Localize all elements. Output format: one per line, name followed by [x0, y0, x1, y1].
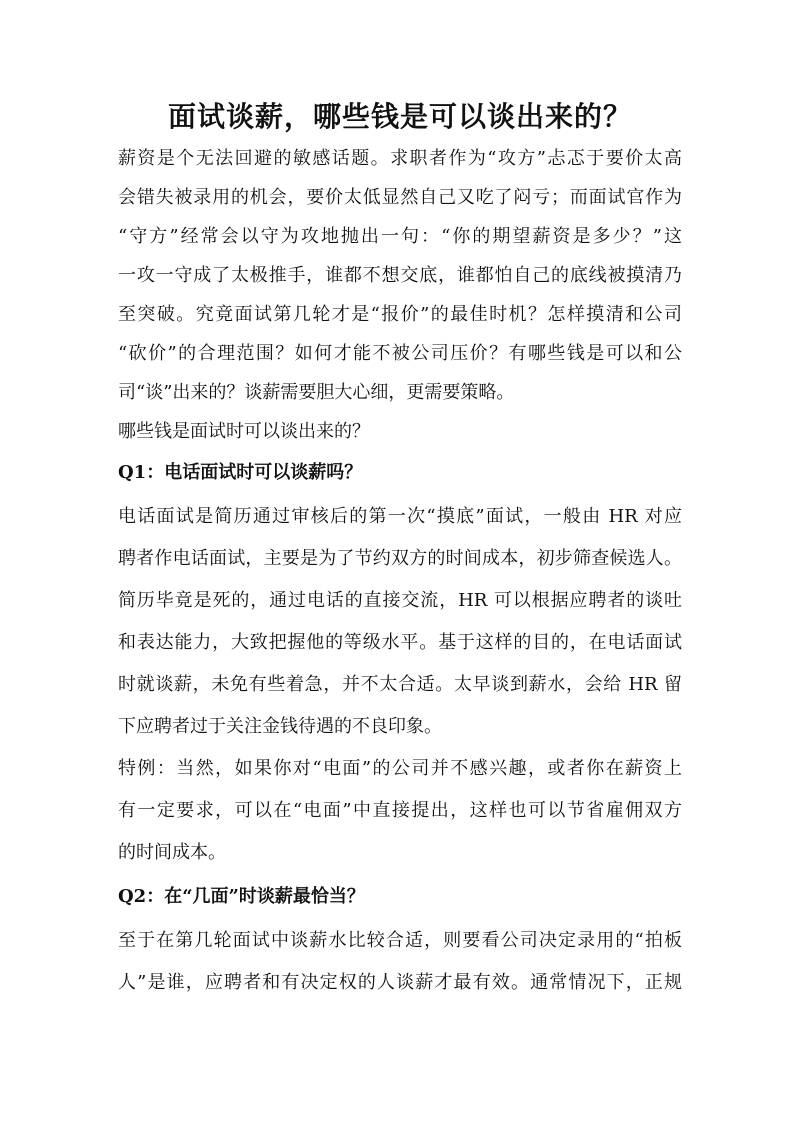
q1-line: 聘者作电话面试，主要是为了节约双方的时间成本，初步筛查候选人。 [118, 548, 682, 569]
question-line: 哪些钱是面试时可以谈出来的？ [118, 421, 370, 442]
q2-line: 人”是谁，应聘者和有决定权的人谈薪才最有效。通常情况下，正规 [118, 972, 682, 993]
q1-line: 电话面试是简历通过审核后的第一次“摸底”面试，一般由 HR 对应 [118, 506, 682, 527]
q1-note-line: 的时间成本。 [118, 842, 226, 863]
q1-line: 和表达能力，大致把握他的等级水平。基于这样的目的，在电话面试 [118, 632, 682, 653]
q1-heading: Q1：电话面试时可以谈薪吗？ [118, 462, 363, 483]
q1-line: 时就谈薪，未免有些着急，并不太合适。太早谈到薪水，会给 HR 留 [118, 674, 682, 695]
q2-line: 至于在第几轮面试中谈薪水比较合适，则要看公司决定录用的“拍板 [118, 930, 682, 951]
document-title: 面试谈薪，哪些钱是可以谈出来的？ [167, 100, 632, 133]
intro-line: 一攻一守成了太极推手，谁都不想交底，谁都怕自己的底线被摸清乃 [118, 265, 682, 286]
q1-note-line: 特例：当然，如果你对“电面”的公司并不感兴趣，或者你在薪资上 [118, 758, 682, 779]
intro-line: “砍价”的合理范围？如何才能不被公司压价？有哪些钱是可以和公 [118, 343, 682, 364]
intro-line: “守方”经常会以守为攻地抛出一句：“你的期望薪资是多少？”这 [118, 226, 682, 247]
q1-line: 简历毕竟是死的，通过电话的直接交流，HR 可以根据应聘者的谈吐 [118, 590, 682, 611]
q2-heading: Q2：在“几面”时谈薪最恰当？ [118, 886, 365, 907]
q1-line: 下应聘者过于关注金钱待遇的不良印象。 [118, 716, 442, 737]
intro-line: 至突破。究竟面试第几轮才是“报价”的最佳时机？怎样摸清和公司 [118, 304, 682, 325]
intro-line: 薪资是个无法回避的敏感话题。求职者作为“攻方”忐忑于要价太高 [118, 148, 682, 169]
q1-note-line: 有一定要求，可以在“电面”中直接提出，这样也可以节省雇佣双方 [118, 800, 682, 821]
intro-line: 会错失被录用的机会，要价太低显然自己又吃了闷亏；而面试官作为 [118, 187, 682, 208]
intro-line: 司“谈”出来的？谈薪需要胆大心细，更需要策略。 [118, 382, 515, 403]
